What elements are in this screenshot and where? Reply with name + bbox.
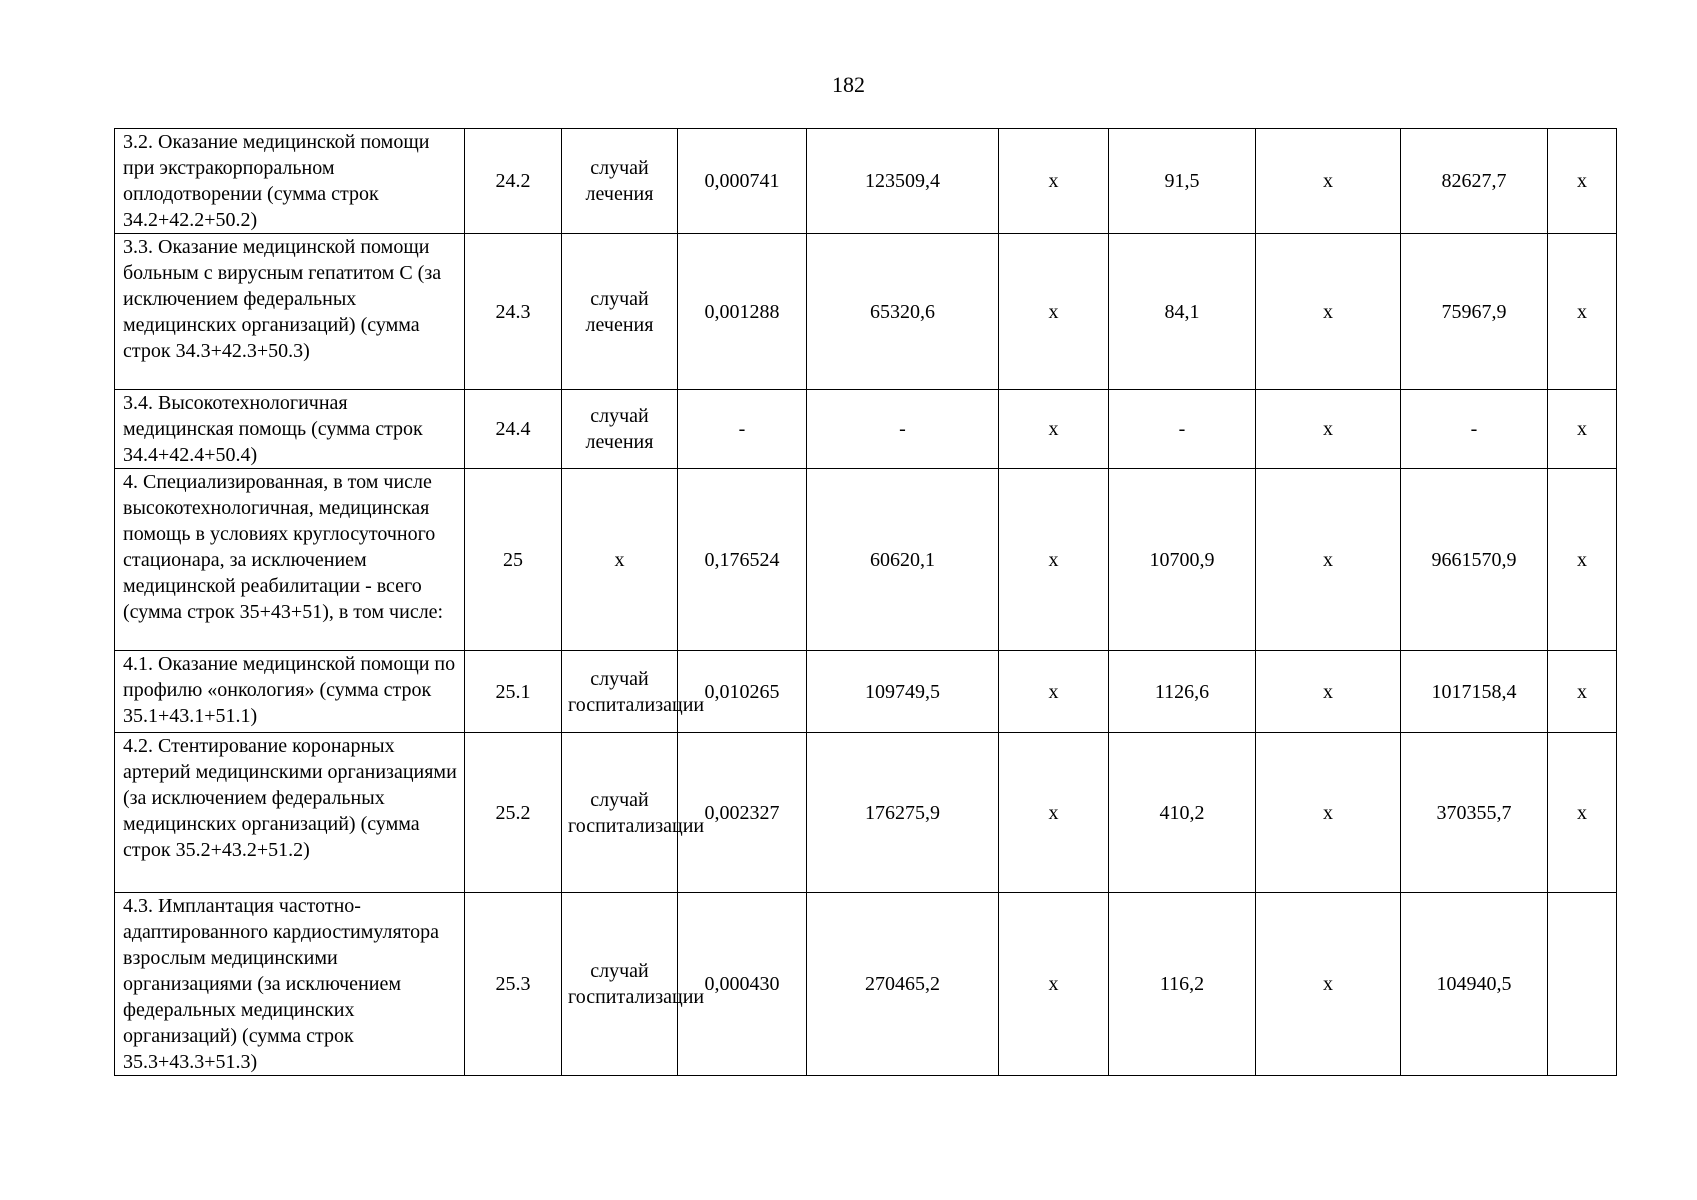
row-norm: 0,001288 (678, 234, 807, 390)
row-col10: х (1548, 733, 1617, 893)
row-name: 4.3. Имплантация частотно-адаптированного кардиостимулятора взрослым медицинскими организациями (за исключением федеральных медицинских организаций) (сумма строк 35.3+43.3+51.3) (115, 893, 465, 1076)
row-col10: х (1548, 129, 1617, 234)
row-col6: х (999, 651, 1109, 733)
row-col10: х (1548, 234, 1617, 390)
row-col6: х (999, 469, 1109, 651)
row-col8: х (1256, 469, 1401, 651)
row-norm: 0,010265 (678, 651, 807, 733)
row-code: 24.4 (465, 390, 562, 469)
row-col7: 410,2 (1109, 733, 1256, 893)
row-col8: х (1256, 893, 1401, 1076)
row-cost: - (807, 390, 999, 469)
row-name: 3.4. Высокотехнологичная медицинская помощь (сумма строк 34.4+42.4+50.4) (115, 390, 465, 469)
row-name: 3.2. Оказание медицинской помощи при экстракорпоральном оплодотворении (сумма строк 34.2+42.2+50.2) (115, 129, 465, 234)
row-unit: х (562, 469, 678, 651)
row-col10: х (1548, 469, 1617, 651)
row-cost: 270465,2 (807, 893, 999, 1076)
row-norm: 0,000430 (678, 893, 807, 1076)
table-row (115, 893, 1617, 1076)
row-name: 3.3. Оказание медицинской помощи больным с вирусным гепатитом С (за исключением федеральных медицинских организаций) (сумма строк 34.3+42.3+50.3) (115, 234, 465, 390)
row-unit: случай госпитализации (562, 893, 678, 1076)
table-row (115, 234, 1617, 390)
financing-table (114, 128, 1617, 1076)
row-cost: 109749,5 (807, 651, 999, 733)
table-row (115, 733, 1617, 893)
row-col8: х (1256, 651, 1401, 733)
row-col7: 116,2 (1109, 893, 1256, 1076)
row-col6: х (999, 893, 1109, 1076)
row-col9: - (1401, 390, 1548, 469)
row-col6: х (999, 390, 1109, 469)
row-code: 25.1 (465, 651, 562, 733)
row-code: 25.2 (465, 733, 562, 893)
row-name: 4.2. Стентирование коронарных артерий медицинскими организациями (за исключением федеральных медицинских организаций) (сумма строк 35.2+43.2+51.2) (115, 733, 465, 893)
row-col8: х (1256, 234, 1401, 390)
row-name: 4. Специализированная, в том числе высокотехнологичная, медицинская помощь в условиях круглосуточного стационара, за исключением медицинской реабилитации - всего (сумма строк 35+43+51), в том числе: (115, 469, 465, 651)
row-unit: случай госпитализации (562, 651, 678, 733)
row-col9: 9661570,9 (1401, 469, 1548, 651)
table-row (115, 390, 1617, 469)
row-norm: 0,000741 (678, 129, 807, 234)
row-code: 24.2 (465, 129, 562, 234)
row-cost: 176275,9 (807, 733, 999, 893)
row-cost: 65320,6 (807, 234, 999, 390)
row-col9: 82627,7 (1401, 129, 1548, 234)
row-col7: 91,5 (1109, 129, 1256, 234)
row-norm: 0,002327 (678, 733, 807, 893)
table-row (115, 651, 1617, 733)
row-col7: 1126,6 (1109, 651, 1256, 733)
table-row (115, 129, 1617, 234)
row-col8: х (1256, 390, 1401, 469)
row-col7: - (1109, 390, 1256, 469)
row-col10: х (1548, 651, 1617, 733)
row-col6: х (999, 733, 1109, 893)
row-col6: х (999, 234, 1109, 390)
row-norm: 0,176524 (678, 469, 807, 651)
row-col9: 75967,9 (1401, 234, 1548, 390)
row-col8: х (1256, 129, 1401, 234)
row-code: 25.3 (465, 893, 562, 1076)
row-unit: случай госпитализации (562, 733, 678, 893)
row-code: 25 (465, 469, 562, 651)
row-norm: - (678, 390, 807, 469)
row-col7: 84,1 (1109, 234, 1256, 390)
row-col10 (1548, 893, 1617, 1076)
table-row (115, 469, 1617, 651)
row-col8: х (1256, 733, 1401, 893)
row-unit: случай лечения (562, 234, 678, 390)
row-name: 4.1. Оказание медицинской помощи по профилю «онкология» (сумма строк 35.1+43.1+51.1) (115, 651, 465, 733)
row-col6: х (999, 129, 1109, 234)
row-code: 24.3 (465, 234, 562, 390)
row-col9: 1017158,4 (1401, 651, 1548, 733)
row-col7: 10700,9 (1109, 469, 1256, 651)
row-cost: 123509,4 (807, 129, 999, 234)
row-unit: случай лечения (562, 129, 678, 234)
row-col9: 104940,5 (1401, 893, 1548, 1076)
row-col10: х (1548, 390, 1617, 469)
page-number: 182 (832, 72, 865, 97)
row-col9: 370355,7 (1401, 733, 1548, 893)
row-unit: случай лечения (562, 390, 678, 469)
row-cost: 60620,1 (807, 469, 999, 651)
